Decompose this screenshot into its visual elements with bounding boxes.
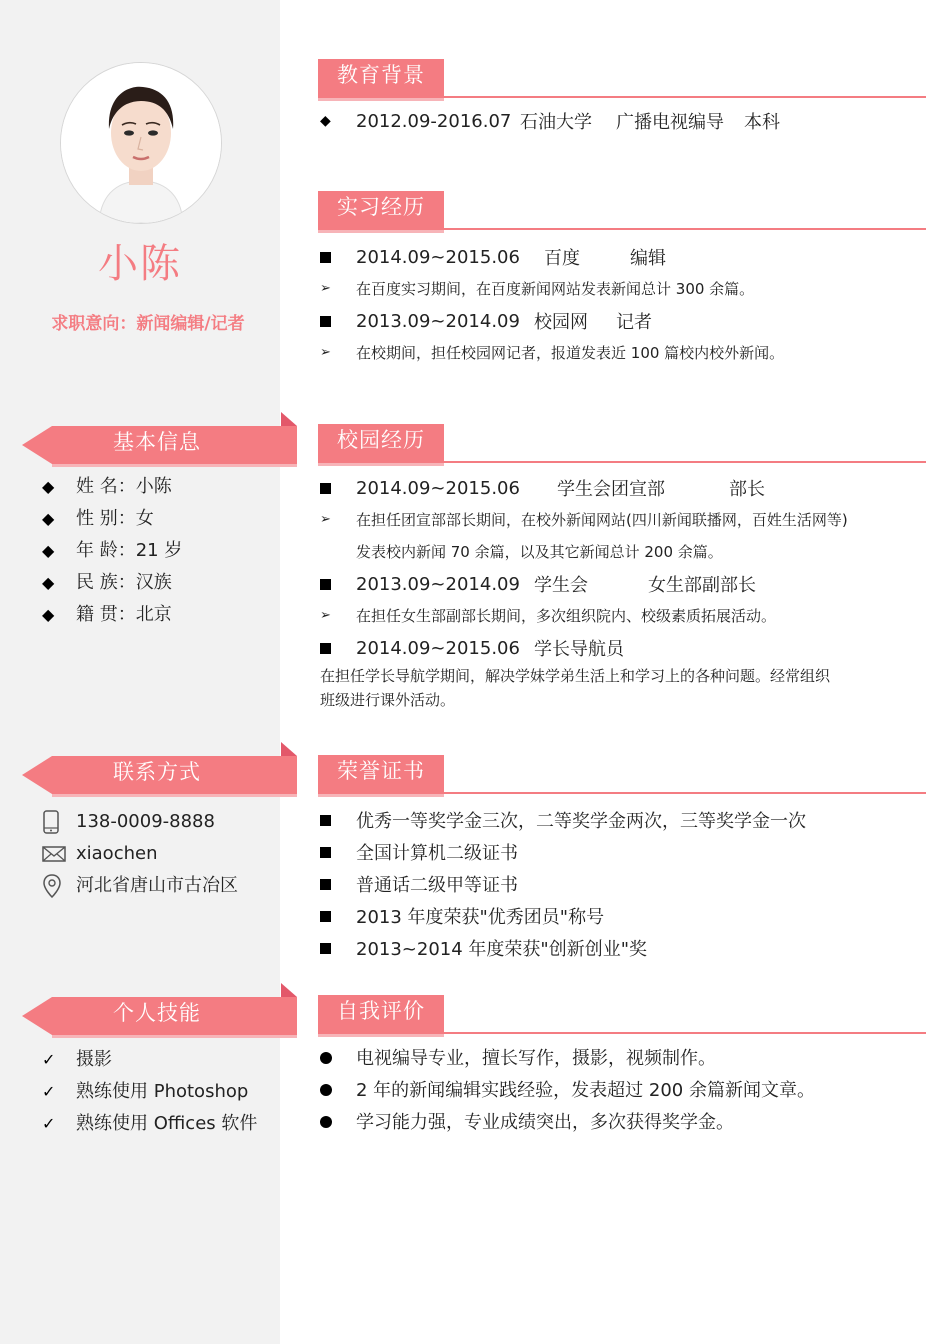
- campus-item: 2014.09~2015.06 学生会团宣部 部长: [320, 472, 910, 504]
- candidate-name: 小陈: [98, 241, 182, 287]
- arrow-bullet-icon: ➢: [320, 512, 331, 527]
- honor-item: 优秀一等奖学金三次，二等奖学金两次，三等奖学金一次: [320, 804, 920, 836]
- envelope-icon: [42, 845, 76, 863]
- campus-header: [318, 424, 926, 468]
- self-evaluation-item: 学习能力强，专业成绩突出，多次获得奖学金。: [320, 1105, 920, 1137]
- diamond-bullet-icon: ◆: [42, 541, 55, 560]
- contact-list: [42, 806, 238, 902]
- internship-list: 2014.09~2015.06 百度 编辑 ➢ 在百度实习期间，在百度新闻网站发表新闻总计 300 余篇。 2013.09~2014.09 校园网 记者 ➢ 在校期间，担任校园网记者，报道发表近 100 篇校内校外新闻。: [320, 241, 920, 369]
- honor-item: 2013~2014 年度荣获"创新创业"奖: [320, 932, 920, 964]
- campus-item: 2013.09~2014.09 学生会 女生部副部长: [320, 568, 910, 600]
- arrow-bullet-icon: ➢: [320, 608, 331, 623]
- arrow-bullet-icon: ➢: [320, 281, 331, 296]
- arrow-bullet-icon: ➢: [320, 345, 331, 360]
- skill-item: ✓ 熟练使用 Photoshop: [42, 1076, 257, 1108]
- diamond-bullet-icon: ◆: [320, 113, 331, 129]
- avatar: [60, 62, 222, 224]
- checkmark-icon: ✓: [42, 1082, 56, 1101]
- skills-list: [42, 1044, 257, 1140]
- basic-info-header: [22, 426, 297, 468]
- campus-list: 2014.09~2015.06 学生会团宣部 部长 ➢ 在担任团宣部部长期间，在校外新闻网站(四川新闻联播网，百姓生活网等) 发表校内新闻 70 余篇，以及其它新闻总计 200 余篇。 2013.09~2014.09 学生会 女生部副部长 ➢ 在担任女生部副部长期间，多次组织院内、校级素质拓展活动。 2014.09~2015.06 学长导航员 在担任学长导航学期间，解决学妹学弟生活上和学习上的各种问题。经常组织 班级进行课外活动。: [320, 472, 910, 712]
- basic-info-item: ◆ 性 别：女: [42, 503, 182, 535]
- honor-item: 全国计算机二级证书: [320, 836, 920, 868]
- internship-title: 实习经历: [337, 195, 425, 219]
- diamond-bullet-icon: ◆: [42, 509, 55, 528]
- contact-title: 联系方式: [113, 760, 201, 784]
- square-bullet-icon: [320, 311, 356, 332]
- campus-title: 校园经历: [337, 428, 425, 452]
- round-bullet-icon: [320, 1079, 356, 1100]
- checkmark-icon: ✓: [42, 1050, 56, 1069]
- diamond-bullet-icon: ◆: [42, 573, 55, 592]
- contact-header: [22, 756, 297, 798]
- square-bullet-icon: [320, 478, 356, 499]
- contact-address: 河北省唐山市古冶区: [42, 870, 238, 902]
- honors-list: [320, 804, 920, 964]
- diamond-bullet-icon: ◆: [42, 477, 55, 496]
- job-intent: 求职意向：新闻编辑/记者: [51, 314, 245, 334]
- education-header: [318, 59, 926, 103]
- honors-title: 荣誉证书: [337, 759, 425, 783]
- square-bullet-icon: [320, 874, 356, 895]
- self-evaluation-item: 电视编导专业，擅长写作，摄影，视频制作。: [320, 1041, 920, 1073]
- honor-item: 普通话二级甲等证书: [320, 868, 920, 900]
- internship-header: [318, 191, 926, 235]
- basic-info-title: 基本信息: [113, 430, 201, 454]
- location-pin-icon: [42, 874, 76, 898]
- campus-item-description: 在担任学长导航学期间，解决学妹学弟生活上和学习上的各种问题。经常组织 班级进行课外活动。: [320, 667, 831, 709]
- diamond-bullet-icon: ◆: [42, 605, 55, 624]
- mobile-phone-icon: [42, 810, 76, 834]
- portrait-photo: [61, 63, 221, 223]
- honor-item: 2013 年度荣获"优秀团员"称号: [320, 900, 920, 932]
- round-bullet-icon: [320, 1111, 356, 1132]
- education-entry: ◆ 2012.09-2016.07 石油大学 广播电视编导 本科: [320, 110, 780, 133]
- square-bullet-icon: [320, 810, 356, 831]
- self-evaluation-header: [318, 995, 926, 1039]
- self-evaluation-list: [320, 1041, 920, 1137]
- internship-item: 2013.09~2014.09 校园网 记者: [320, 305, 920, 337]
- campus-item: 2014.09~2015.06 学长导航员: [320, 632, 910, 664]
- square-bullet-icon: [320, 842, 356, 863]
- contact-phone: 138-0009-8888: [42, 806, 238, 838]
- self-evaluation-item: 2 年的新闻编辑实践经验，发表超过 200 余篇新闻文章。: [320, 1073, 920, 1105]
- basic-info-item: ◆ 姓 名：小陈: [42, 471, 182, 503]
- skills-title: 个人技能: [113, 1001, 201, 1025]
- skill-item: ✓ 摄影: [42, 1044, 257, 1076]
- square-bullet-icon: [320, 247, 356, 268]
- square-bullet-icon: [320, 938, 356, 959]
- basic-info-list: [42, 471, 182, 631]
- basic-info-item: ◆ 年 龄：21 岁: [42, 535, 182, 567]
- honors-header: [318, 755, 926, 799]
- square-bullet-icon: [320, 574, 356, 595]
- square-bullet-icon: [320, 638, 356, 659]
- basic-info-item: ◆ 民 族：汉族: [42, 567, 182, 599]
- basic-info-item: ◆ 籍 贯：北京: [42, 599, 182, 631]
- round-bullet-icon: [320, 1047, 356, 1068]
- checkmark-icon: ✓: [42, 1114, 56, 1133]
- education-title: 教育背景: [337, 63, 425, 87]
- skill-item: ✓ 熟练使用 Offices 软件: [42, 1108, 257, 1140]
- square-bullet-icon: [320, 906, 356, 927]
- skills-header: [22, 997, 297, 1039]
- self-evaluation-title: 自我评价: [337, 999, 425, 1023]
- internship-item: 2014.09~2015.06 百度 编辑: [320, 241, 920, 273]
- contact-email: xiaochen: [42, 838, 238, 870]
